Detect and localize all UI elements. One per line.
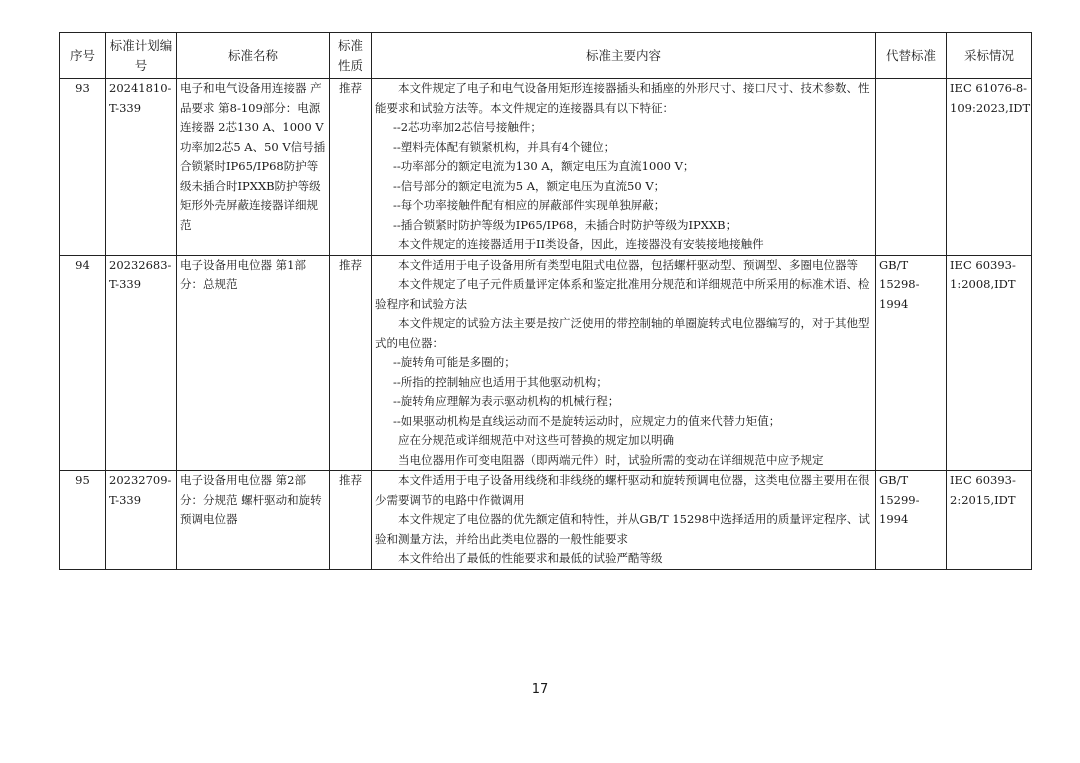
replaces-standard-cell: GB/T 15299-1994 [876, 471, 947, 570]
header-no: 序号 [60, 33, 106, 79]
row-number-cell: 95 [60, 471, 106, 570]
content-cell [372, 471, 876, 570]
table-row [60, 255, 1032, 471]
standard-nature-cell: 推荐 [330, 255, 372, 471]
content-paragraph: 应在分规范或详细规范中对这些可替换的规定加以明确 [398, 433, 674, 447]
plan-number-cell: 20232709-T-339 [106, 471, 177, 570]
content-bullet: --所指的控制轴应也适用于其他驱动机构； [393, 374, 608, 389]
table-body [60, 79, 1032, 570]
standard-name-cell: 电子设备用电位器 第2部分：分规范 螺杆驱动和旋转预调电位器 [177, 471, 330, 570]
adoption-cell: IEC 61076-8-109:2023,IDT [947, 79, 1032, 256]
row-number-cell: 94 [60, 255, 106, 471]
content-paragraph: 本文件规定的连接器适用于II类设备，因此，连接器没有安装接地接触件 [398, 237, 764, 251]
replaces-standard-cell: GB/T 15298-1994 [876, 255, 947, 471]
content-bullet: --2芯功率加2芯信号接触件； [393, 120, 542, 134]
standard-nature-cell: 推荐 [330, 79, 372, 256]
replaces-standard-cell [876, 79, 947, 256]
header-row [60, 33, 1032, 79]
content-cell [372, 79, 876, 256]
page-number: 17 [531, 682, 549, 697]
table-row [60, 471, 1032, 570]
adoption-cell: IEC 60393-1:2008,IDT [947, 255, 1032, 471]
plan-number-cell: 20241810-T-339 [106, 79, 177, 256]
content-bullet: --如果驱动机构是直线运动而不是旋转运动时，应规定力的值来代替力矩值； [393, 413, 781, 428]
plan-number-cell: 20232683-T-339 [106, 255, 177, 471]
standard-nature-cell: 推荐 [330, 471, 372, 570]
header-replaces: 代替标准 [876, 33, 947, 79]
content-bullet: --功率部分的额定电流为130 A，额定电压为直流1000 V； [393, 159, 695, 173]
row-number-cell: 93 [60, 79, 106, 256]
content-bullet: --塑料壳体配有锁紧机构，并具有4个键位； [393, 139, 616, 154]
standard-name-cell: 电子和电气设备用连接器 产品要求 第8-109部分：电源连接器 2芯130 A、1000 V功率加2芯5 A、50 V信号插合锁紧时IP65/IP68防护等级未插合时IPXXB防护等级矩形外壳屏蔽连接器详细规范 [177, 79, 330, 256]
standard-name-cell: 电子设备用电位器 第1部分：总规范 [177, 255, 330, 471]
header-adoption: 采标情况 [947, 33, 1032, 79]
content-paragraph: 本文件规定了电子和电气设备用矩形连接器插头和插座的外形尺寸、接口尺寸、技术参数、性能要求和试验方法等。本文件规定的连接器具有以下特征： [375, 81, 870, 115]
content-paragraph: 本文件适用于电子设备用所有类型电阻式电位器，包括螺杆驱动型、预调型、多圈电位器等 [398, 257, 858, 272]
content-bullet: --信号部分的额定电流为5 A，额定电压为直流50 V； [393, 178, 666, 193]
content-paragraph: 当电位器用作可变电阻器（即两端元件）时，试验所需的变动在详细规范中应予规定 [398, 452, 824, 467]
header-plan-no: 标准计划编号 [106, 33, 177, 79]
content-bullet: --插合锁紧时防护等级为IP65/IP68，未插合时防护等级为IPXXB； [393, 217, 738, 232]
table-row [60, 79, 1032, 256]
header-content: 标准主要内容 [372, 33, 876, 79]
standards-table [59, 32, 1032, 570]
content-paragraph: 本文件规定了电子元件质量评定体系和鉴定批准用分规范和详细规范中所采用的标准术语、检验程序和试验方法 [375, 277, 870, 311]
content-paragraph: 本文件适用于电子设备用线绕和非线绕的螺杆驱动和旋转预调电位器，这类电位器主要用在很少需要调节的电路中作微调用 [375, 473, 870, 507]
content-paragraph: 本文件规定的试验方法主要是按广泛使用的带控制轴的单圈旋转式电位器编写的，对于其他型式的电位器： [375, 316, 870, 350]
header-nature: 标准性质 [330, 33, 372, 79]
content-paragraph: 本文件给出了最低的性能要求和最低的试验严酷等级 [398, 551, 663, 565]
content-bullet: --每个功率接触件配有相应的屏蔽部件实现单独屏蔽； [393, 198, 666, 212]
adoption-cell: IEC 60393-2:2015,IDT [947, 471, 1032, 570]
content-bullet: --旋转角可能是多圈的； [393, 355, 516, 369]
content-bullet: --旋转角应理解为表示驱动机构的机械行程； [393, 394, 620, 408]
header-name: 标准名称 [177, 33, 330, 79]
content-paragraph: 本文件规定了电位器的优先额定值和特性，并从GB/T 15298中选择适用的质量评定程序、试验和测量方法，并给出此类电位器的一般性能要求 [375, 512, 870, 546]
content-cell [372, 255, 876, 471]
